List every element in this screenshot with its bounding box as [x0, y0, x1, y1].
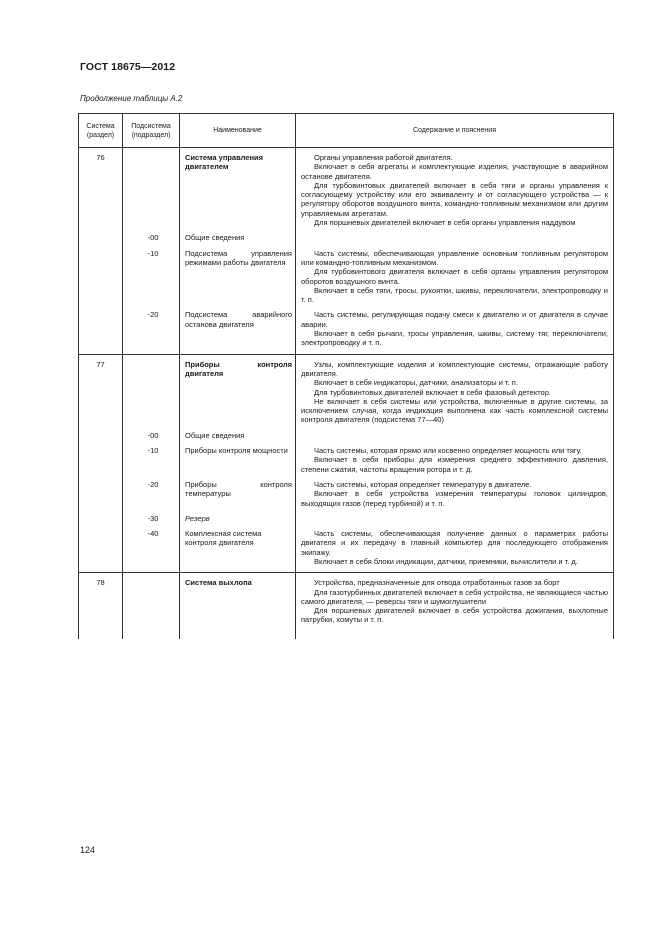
content-paragraph: Включает в себя тяги, тросы, рукоятки, шкивы, переключатели, электропроводку и т. п. [301, 285, 608, 305]
table-row [79, 446, 614, 480]
header-name: Наименование [180, 114, 296, 148]
cell-subsystem: -00 [123, 431, 180, 446]
cell-name: Система выхлопа [180, 573, 296, 631]
cell-content [296, 354, 614, 431]
table-row [79, 249, 614, 311]
content-paragraph: Для поршневых двигателей включает в себя устройства дожигания, выхлопные патрубки, хомуты и т. п. [301, 606, 608, 625]
cell-content [296, 529, 614, 573]
content-paragraph: Включает в себя агрегаты и комплектующие изделия, участвующие в аварийном останове двигателя. [301, 162, 608, 181]
cell-name: Подсистема аварийного останова двигателя [180, 310, 296, 354]
content-paragraph: Для турбовинтовых двигателей включает в себя фазовый детектор. [314, 387, 551, 397]
content-paragraph: Устройства, предназначенные для отвода отработанных газов за борт [314, 578, 560, 588]
document-header: ГОСТ 18675—2012 [80, 61, 176, 73]
content-paragraph: Органы управления работой двигателя. [314, 153, 453, 162]
table-row [79, 529, 614, 573]
cell-name: Система управления двигателем [180, 148, 296, 234]
table-header-row [79, 114, 614, 148]
table-row [79, 514, 614, 529]
cell-system [79, 249, 123, 311]
table-row [79, 310, 614, 354]
content-paragraph: Для турбовинтового двигателя включает в себя органы управления регулятором оборотов воздушного винта. [301, 267, 608, 286]
cell-system: 78 [79, 573, 123, 631]
table-row [79, 431, 614, 446]
cell-subsystem: -00 [123, 233, 180, 248]
cell-system [79, 529, 123, 573]
content-paragraph: Узлы, комплектующие изделия и комплектующие системы, отражающие работу двигателя. [301, 359, 608, 378]
cell-content [296, 480, 614, 514]
cell-subsystem: -20 [123, 480, 180, 514]
content-paragraph: Для поршневых двигателей включает в себя органы управления наддувом [314, 218, 576, 228]
table-caption: Продолжение таблицы А.2 [80, 94, 183, 103]
table-body [79, 148, 614, 639]
cell-subsystem: -10 [123, 249, 180, 311]
cell-name: Общие сведения [180, 431, 296, 446]
table-row [79, 233, 614, 248]
page-number: 124 [80, 845, 96, 855]
cell-name: Приборы контроля мощности [180, 446, 296, 480]
table-row [79, 148, 614, 234]
header-subsystem: Подсистема (подраздел) [123, 114, 180, 148]
content-paragraph: Часть системы, обеспечивающая управление основным топливным регулятором или командно-топливным механизмом. [301, 248, 608, 267]
cell-system [79, 310, 123, 354]
table-continuation [79, 631, 614, 639]
cell-system: 76 [79, 148, 123, 234]
content-paragraph: Часть системы, регулирующая подачу смеси к двигателю и от двигателя в случае аварии. [301, 310, 608, 329]
cell-subsystem [123, 148, 180, 234]
header-system: Система (раздел) [79, 114, 123, 148]
cell-subsystem: -30 [123, 514, 180, 529]
cell-content [296, 446, 614, 480]
continuation-cell [79, 631, 123, 639]
cell-name: Комплексная система контроля двигателя [180, 529, 296, 573]
content-paragraph: Включает в себя блоки индикации, датчики, приемники, вычислители и т. д. [314, 556, 578, 566]
cell-system [79, 431, 123, 446]
cell-subsystem: -40 [123, 529, 180, 573]
content-paragraph: Включает в себя рычаги, тросы управления, шкивы, систему тяг, переключатели, электропроводку и т. п. [301, 329, 608, 348]
content-paragraph: Часть системы, обеспечивающая получение данных о параметрах работы двигателя и их передачу в главный компьютер для последующего отображения экипажу. [301, 529, 608, 557]
cell-content [296, 249, 614, 311]
content-paragraph: Не включает в себя системы или устройства, включенные в другие системы, за исключением случая, когда индикация выполнена как часть комплексной системы контроля двигателя (подсистема 77—40) [301, 396, 608, 425]
cell-content [296, 148, 614, 234]
cell-system [79, 480, 123, 514]
content-paragraph: Часть системы, которая прямо или косвенно определяет мощность или тягу. [314, 446, 582, 456]
cell-name: Приборы контроля температуры [180, 480, 296, 514]
classification-table [78, 113, 614, 639]
table-row [79, 480, 614, 514]
content-paragraph: Для турбовинтовых двигателей включает в себя тяги и органы управления к согласующему устройству или его эквиваленту и от согласующего устройства — к регулятору оборотов воздушного винта, командно-топливным механизмом или другим управляемым агрегатам. [301, 180, 608, 218]
cell-subsystem [123, 354, 180, 431]
cell-subsystem [123, 573, 180, 631]
cell-system [79, 514, 123, 529]
cell-subsystem: -10 [123, 446, 180, 480]
cell-system [79, 233, 123, 248]
cell-name: Подсистема управления режимами работы двигателя [180, 249, 296, 311]
table-row [79, 354, 614, 431]
cell-subsystem: -20 [123, 310, 180, 354]
content-paragraph: Включает в себя индикаторы, датчики, анализаторы и т. п. [314, 378, 518, 388]
content-paragraph: Включает в себя приборы для измерения среднего эффективного давления, степени сжатия, частоты вращения ротора и т. д. [301, 455, 608, 474]
header-content: Содержание и пояснения [296, 114, 614, 148]
cell-content [296, 573, 614, 631]
cell-name: Резерв [180, 514, 296, 529]
cell-name: Общие сведения [180, 233, 296, 248]
cell-content [296, 233, 614, 248]
cell-system [79, 446, 123, 480]
content-paragraph: Для газотурбинных двигателей включает в себя устройства, не являющиеся частью самого двигателя, — реверсы тяги и шумоглушители [301, 587, 608, 606]
content-paragraph: Включает в себя устройства измерения температуры головок цилиндров, выходящих газов (перед турбиной) и т. п. [301, 489, 608, 508]
table-row [79, 573, 614, 631]
cell-content [296, 431, 614, 446]
cell-system: 77 [79, 354, 123, 431]
continuation-cell [123, 631, 180, 639]
cell-name: Приборы контроля двигателя [180, 354, 296, 431]
content-paragraph: Часть системы, которая определяет температуру в двигателе. [314, 479, 532, 489]
continuation-cell [296, 631, 614, 639]
cell-content [296, 514, 614, 529]
cell-content [296, 310, 614, 354]
continuation-cell [180, 631, 296, 639]
